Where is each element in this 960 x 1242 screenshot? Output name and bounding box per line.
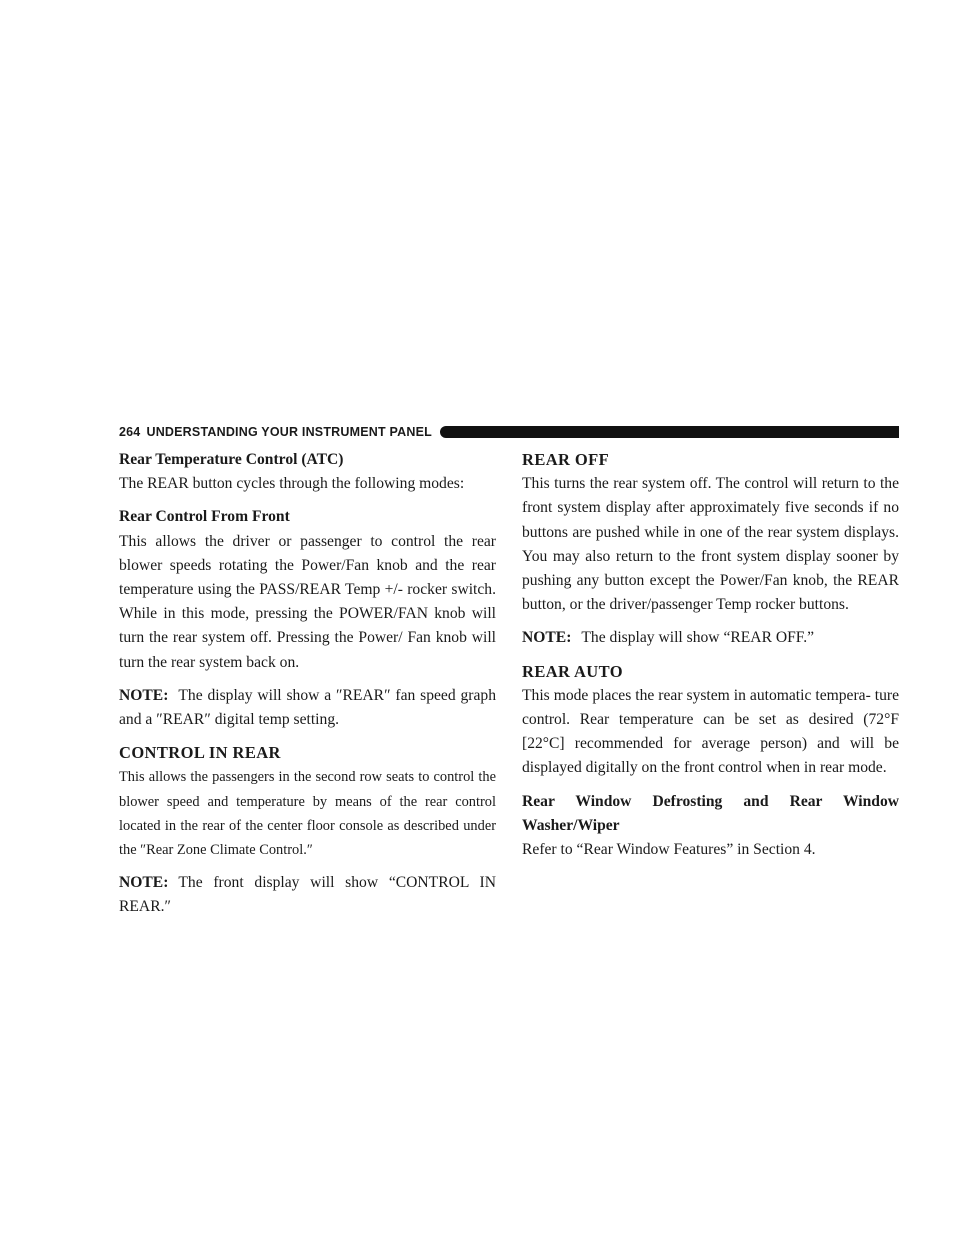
rear-auto-text: This mode places the rear system in automatic tempera- ture control. Rear temperature can be set as desired (72°F [22°C] recommended for average person) and will be displayed digitally on the front control when in rear mode. [522, 686, 899, 777]
page-header [119, 425, 899, 439]
note-label: NOTE: [119, 686, 169, 704]
note-control-in-rear [119, 871, 496, 919]
rear-temperature-heading: Rear Temperature Control (ATC) [119, 451, 344, 468]
note-label: NOTE: [119, 874, 169, 892]
note-text: The front display will show “CONTROL IN REAR.″ [119, 874, 496, 916]
note-rear-off [522, 626, 899, 650]
rear-off-heading: REAR OFF [522, 450, 610, 469]
rear-off-text: This turns the rear system off. The control will return to the front system display after approximately five seconds if no buttons are pushed while in one of the rear system displays. You may also return to the front system display sooner by pushing any button except the Power/Fan knob, the REAR button, or the driver/passenger Temp rocker buttons. [522, 475, 899, 614]
page-number: 264 [119, 425, 141, 439]
note-text: The display will show a ″REAR″ fan speed graph and a ″REAR″ digital temp setting. [119, 686, 496, 729]
rear-window-text: Refer to “Rear Window Features” in Section 4. [522, 841, 816, 859]
rear-control-front-heading: Rear Control From Front [119, 508, 290, 526]
header-rule-bar [440, 426, 899, 438]
note-text: The display will show “REAR OFF.” [581, 629, 815, 647]
rear-temperature-text: The REAR button cycles through the following modes: [119, 475, 465, 493]
section-title: UNDERSTANDING YOUR INSTRUMENT PANEL [146, 425, 432, 439]
rear-auto-heading: REAR AUTO [522, 661, 623, 681]
right-column [522, 448, 899, 862]
note-rear-display [119, 684, 496, 732]
left-column [119, 448, 496, 920]
rear-window-heading: Rear Window Defrosting and Rear Window Washer/Wiper [522, 792, 899, 834]
rear-control-front-text: This allows the driver or passenger to control the rear blower speeds rotating the Power/Fan knob and the rear temperature using the PASS/REAR Temp +/- rocker switch. While in this mode, pressing the POWER/FAN knob will turn the rear system off. Pressing the Power/ Fan knob will turn the rear system back on. [119, 532, 496, 671]
note-label: NOTE: [522, 629, 572, 647]
control-in-rear-text: This allows the passengers in the second row seats to control the blower speed and temperature by means of the rear control located in the rear of the center floor console as described under the ″Rear Zone Climate Control.″ [119, 769, 496, 859]
control-in-rear-heading: CONTROL IN REAR [119, 743, 281, 763]
